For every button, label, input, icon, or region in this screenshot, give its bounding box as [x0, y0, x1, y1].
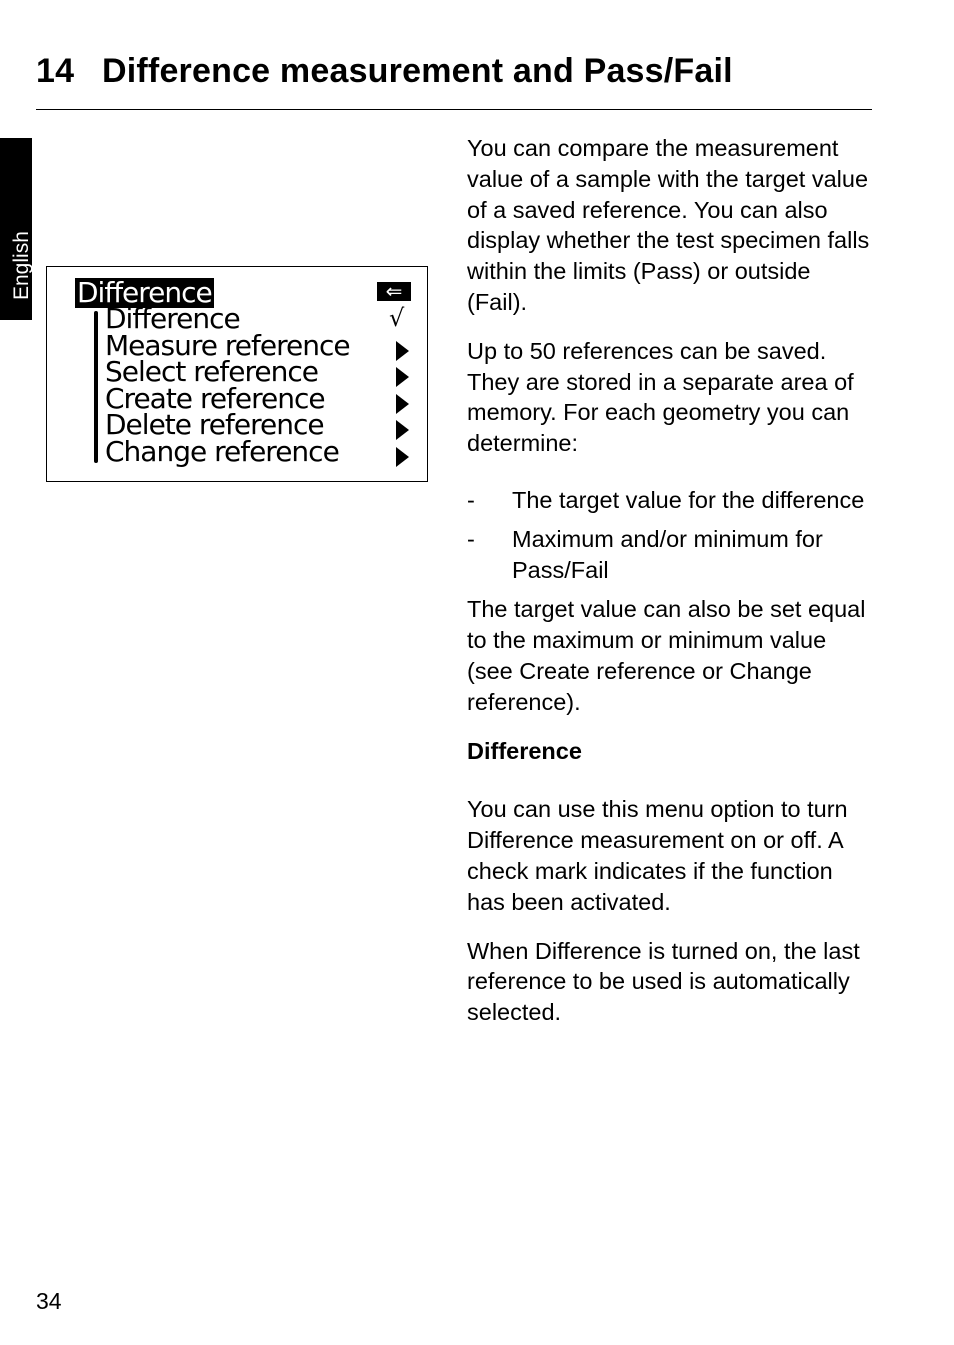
check-icon: √	[389, 304, 405, 332]
lcd-menu-item-create-reference: Create reference	[105, 381, 325, 415]
body-text-column	[467, 133, 877, 1028]
paragraph-references: Up to 50 references can be saved. They are stored in a separate area of memory. For each geometry you can determine:	[467, 337, 854, 457]
list-item	[467, 485, 877, 516]
triangle-right-icon	[396, 341, 409, 361]
page-number: 34	[36, 1288, 62, 1314]
chapter-title-text: Difference measurement and Pass/Fail	[102, 52, 733, 90]
chapter-number: 14	[36, 52, 75, 90]
dash-marker: -	[467, 486, 475, 513]
subheading-difference: Difference	[467, 737, 582, 764]
lcd-menu-header: Difference	[77, 276, 212, 309]
paragraph-difference-on: When Difference is turned on, the last reference to be used is automatically selected.	[467, 937, 860, 1026]
triangle-right-icon	[396, 367, 409, 387]
lcd-menu-item-select-reference: Select reference	[105, 355, 318, 389]
triangle-right-icon	[396, 447, 409, 467]
lcd-menu-item-measure-reference: Measure reference	[105, 328, 350, 362]
lcd-menu-item-change-reference: Change reference	[105, 434, 339, 468]
list-item	[467, 524, 877, 586]
language-tab	[0, 138, 32, 320]
lcd-menu-bar	[94, 311, 98, 463]
bullet-list	[467, 485, 877, 585]
lcd-menu-item-delete-reference: Delete reference	[105, 408, 324, 442]
dash-marker: -	[467, 525, 475, 552]
paragraph-target-value: The target value can also be set equal to the maximum or minimum value (see Create reference or Change reference).	[467, 596, 866, 715]
lcd-menu-items	[105, 302, 350, 468]
list-item-text: Maximum and/or minimum for Pass/Fail	[512, 525, 823, 583]
triangle-right-icon	[396, 394, 409, 414]
list-item-text: The target value for the difference	[512, 486, 865, 513]
title-divider	[36, 109, 872, 110]
paragraph-difference-toggle: You can use this menu option to turn Difference measurement on or off. A check mark indicates if the function has been activated.	[467, 796, 848, 915]
language-tab-label: English	[10, 231, 33, 300]
paragraph-intro: You can compare the measurement value of a sample with the target value of a saved reference. You can also display whether the test specimen falls within the limits (Pass) or outside (Fail).	[467, 135, 870, 315]
triangle-right-icon	[396, 420, 409, 440]
chapter-title	[36, 52, 733, 91]
left-arrow-icon: ⇐	[377, 282, 411, 301]
lcd-menu-item-difference: Difference	[105, 302, 240, 335]
lcd-menu-display	[46, 266, 428, 482]
